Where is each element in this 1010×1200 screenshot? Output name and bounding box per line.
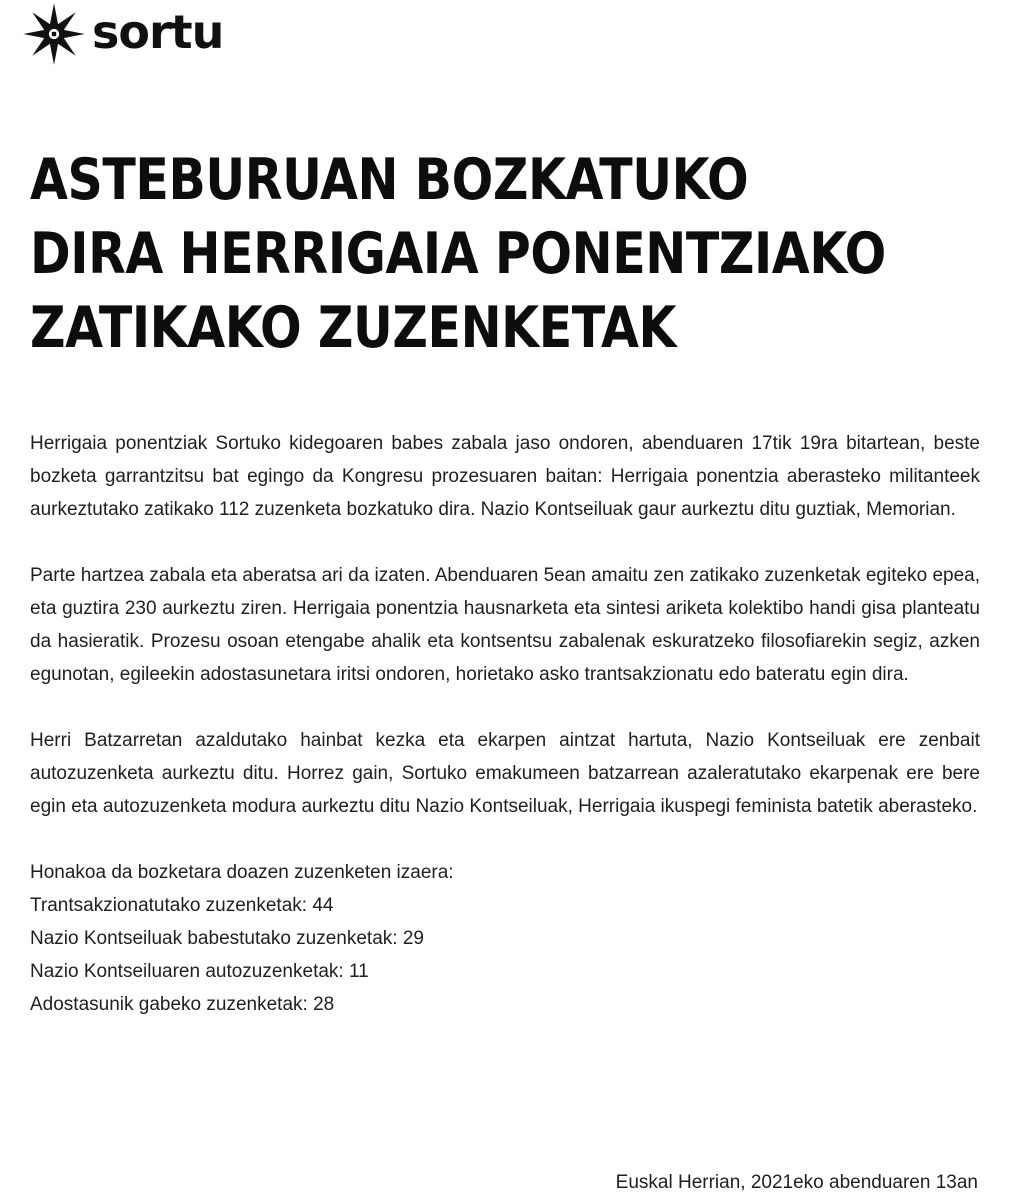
sortu-logo <box>22 2 223 66</box>
headline-line: DIRA HERRIGAIA PONENTZIAKO <box>30 221 886 287</box>
body-paragraph: Herri Batzarretan azaldutako hainbat kezka eta ekarpen aintzat hartuta, Nazio Kontseiluak ere zenbait autozuzenketa aurkeztu ditu. Horrez gain, Sortuko emakumeen batzarrean azaleratutako ekarpenak ere bere egin eta autozuzenketa modura aurkeztu ditu Nazio Kontseiluak, Herrigaia ikuspegi feminista batetik aberasteko. <box>30 730 980 817</box>
headline <box>30 143 886 365</box>
list-item: Trantsakzionatutako zuzenketak: 44 <box>30 895 334 916</box>
headline-line: ASTEBURUAN BOZKATUKO <box>30 147 749 213</box>
amendment-summary-list <box>30 856 980 1021</box>
logo-text: sortu <box>92 5 224 59</box>
list-item: Nazio Kontseiluak babestutako zuzenketak: 29 <box>30 928 424 949</box>
list-item: Adostasunik gabeko zuzenketak: 28 <box>30 994 335 1015</box>
sortu-star-icon <box>22 2 86 66</box>
headline-line: ZATIKAKO ZUZENKETAK <box>30 295 677 361</box>
list-item: Nazio Kontseiluaren autozuzenketak: 11 <box>30 961 369 982</box>
body-paragraph: Parte hartzea zabala eta aberatsa ari da izaten. Abenduaren 5ean amaitu zen zatikako zuzenketak egiteko epea, eta guztira 230 aurkeztu ziren. Herrigaia ponentzia hausnarketa eta sintesi ariketa kolektibo handi gisa planteatu da hasieratik. Prozesu osoan etengabe ahalik eta kontsentsu zabalenak eskuratzeko filosofiarekin segiz, azken egunotan, egileekin adostasunetara iritsi ondoren, horietako asko trantsakzionatu edo bateratu egin dira. <box>30 565 980 685</box>
signoff-dateline: Euskal Herrian, 2021eko abenduaren 13an <box>615 1172 978 1193</box>
article-body <box>30 427 980 1021</box>
body-paragraph: Herrigaia ponentziak Sortuko kidegoaren babes zabala jaso ondoren, abenduaren 17tik 19ra bitartean, beste bozketa garrantzitsu bat egingo da Kongresu prozesuaren baitan: Herrigaia ponentzia aberasteko militanteek aurkeztutako zatikako 112 zuzenketa bozkatuko dira. Nazio Kontseiluak gaur aurkeztu ditu guztiak, Memorian. <box>30 433 980 520</box>
list-intro: Honakoa da bozketara doazen zuzenketen izaera: <box>30 862 454 883</box>
